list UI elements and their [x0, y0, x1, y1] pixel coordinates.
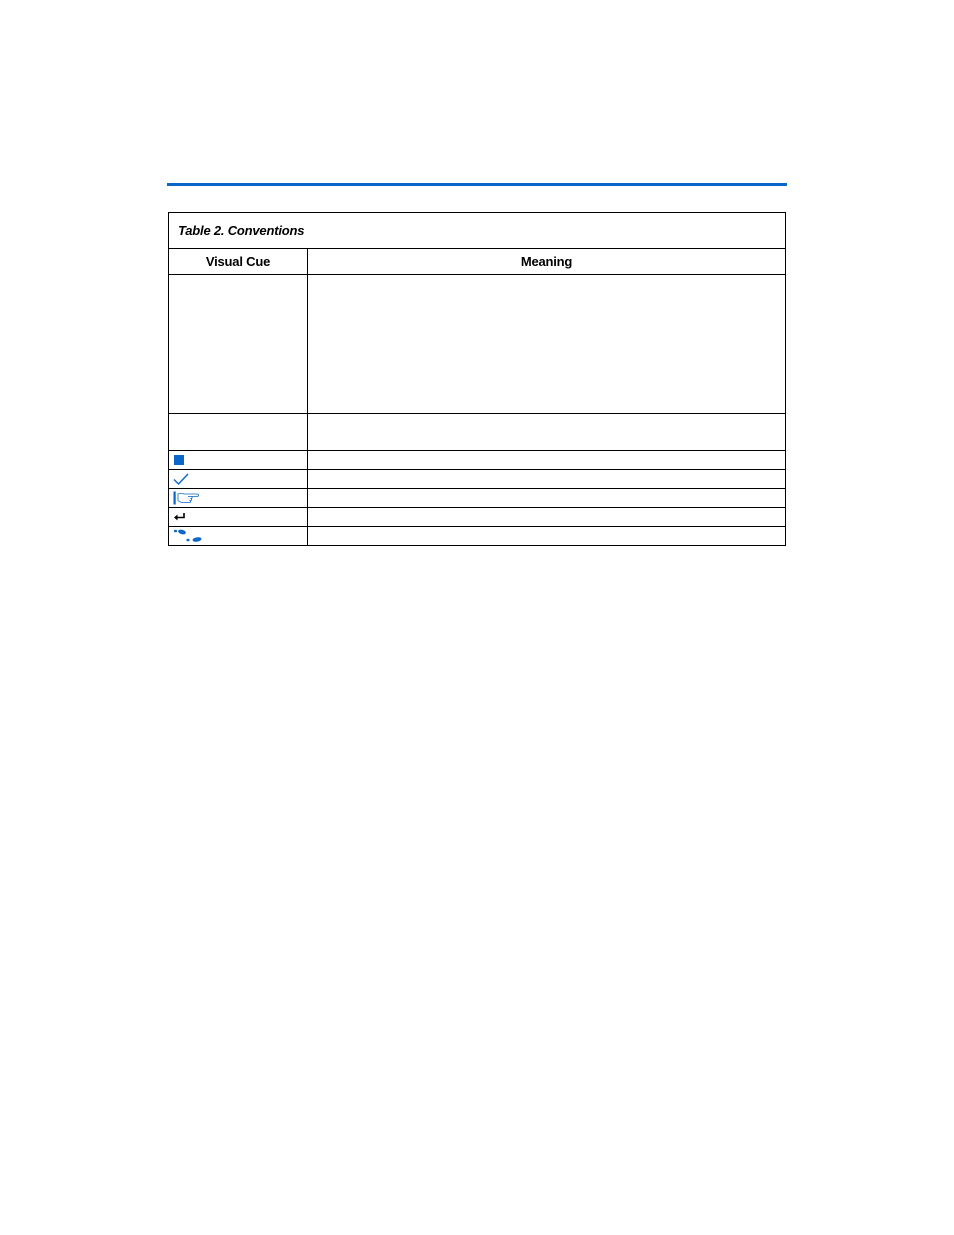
- visual-cue-cell: [169, 451, 308, 470]
- table-row: [169, 451, 786, 470]
- column-header-visual-cue: Visual Cue: [169, 249, 308, 275]
- visual-cue-cell: [169, 275, 308, 414]
- table-caption: Table 2. Conventions: [169, 213, 786, 249]
- meaning-cell: [308, 275, 786, 414]
- table-row: [169, 508, 786, 527]
- footprints-icon: [173, 528, 207, 544]
- column-header-meaning: Meaning: [308, 249, 786, 275]
- pointing-hand-icon: [173, 491, 201, 505]
- meaning-cell: [308, 489, 786, 508]
- meaning-cell: [308, 527, 786, 546]
- meaning-cell: [308, 470, 786, 489]
- visual-cue-cell: [169, 470, 308, 489]
- table-row: [169, 414, 786, 451]
- table-row: [169, 275, 786, 414]
- meaning-cell: [308, 451, 786, 470]
- table-row: [169, 527, 786, 546]
- meaning-cell: [308, 414, 786, 451]
- table-row: [169, 489, 786, 508]
- visual-cue-cell: [169, 527, 308, 546]
- meaning-cell: [308, 508, 786, 527]
- visual-cue-cell: [169, 508, 308, 527]
- table-row: [169, 470, 786, 489]
- visual-cue-cell: [169, 414, 308, 451]
- visual-cue-cell: [169, 489, 308, 508]
- conventions-table: [168, 212, 786, 546]
- bullet-square-icon: [174, 455, 184, 465]
- checkmark-icon: [173, 473, 189, 485]
- return-arrow-icon: [173, 512, 187, 522]
- header-rule: [167, 183, 787, 186]
